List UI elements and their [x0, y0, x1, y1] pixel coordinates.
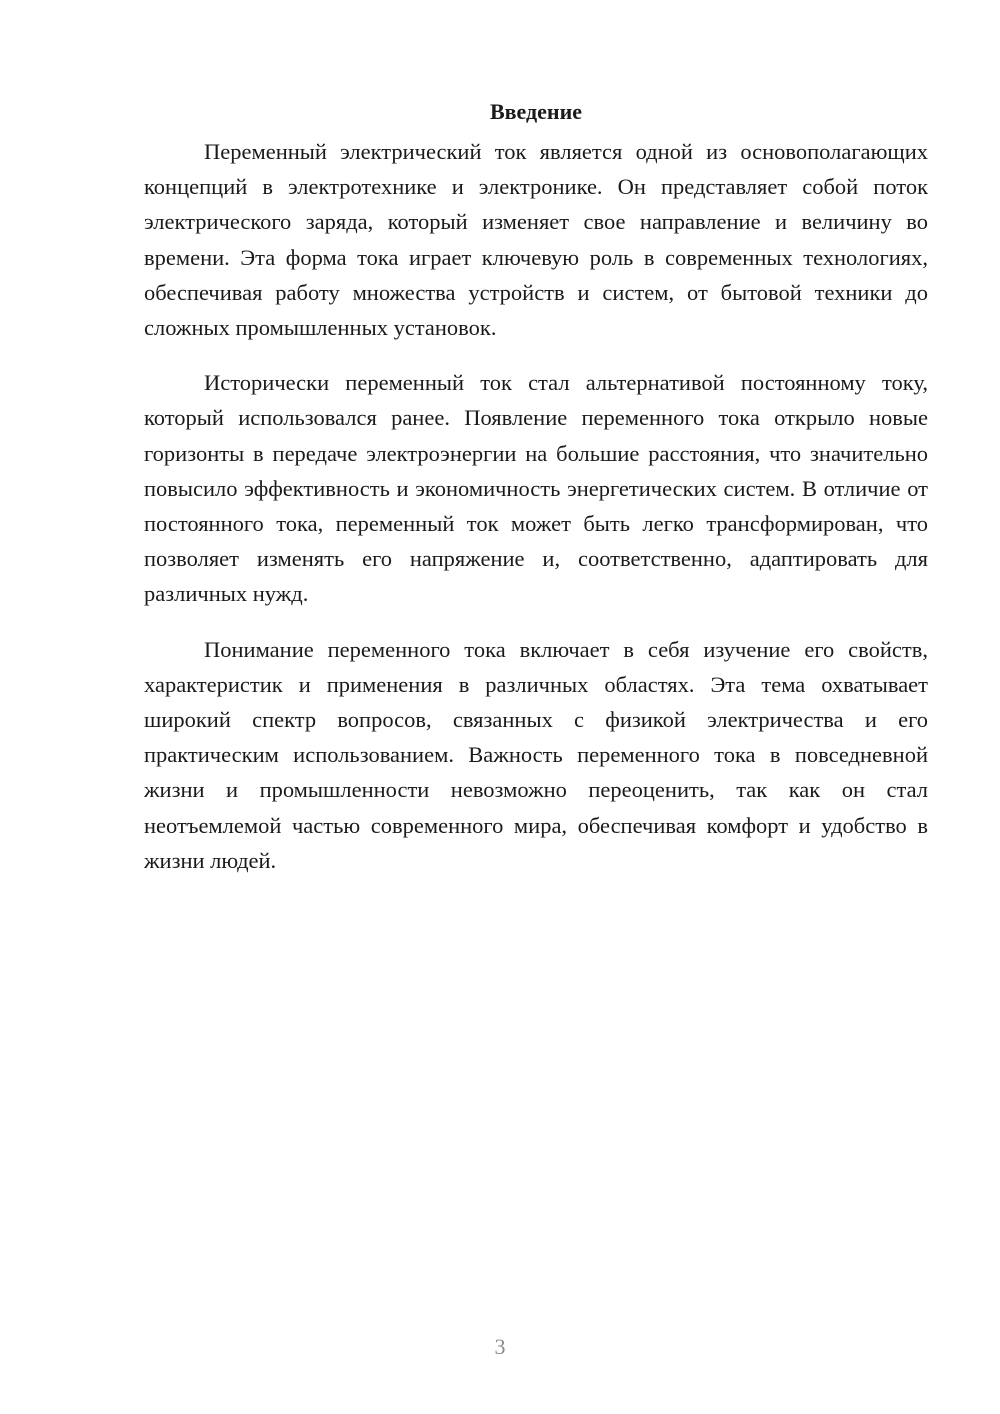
page-number: 3 [494, 1334, 506, 1359]
paragraph-1: Переменный электрический ток является одной из основополагающих концепций в электротехнике и электронике. Он представляет собой поток электрического заряда, который изменяет свое направление и величину во времени. Эта форма тока играет ключевую роль в современных технологиях, обеспечивая работу множества устройств и систем, от бытовой техники до сложных промышленных установок. [144, 139, 928, 341]
page-content [144, 94, 928, 898]
paragraph-3: Понимание переменного тока включает в себя изучение его свойств, характеристик и применения в различных областях. Эта тема охватывает широкий спектр вопросов, связанных с физикой электричества и его практическим использованием. Важность переменного тока в повседневной жизни и промышленности невозможно переоценить, так как он стал неотъемлемой частью современного мира, обеспечивая комфорт и удобство в жизни людей. [144, 636, 928, 873]
paragraph-2: Исторически переменный ток стал альтернативой постоянному току, который использовался ранее. Появление переменного тока открыло новые горизонты в передаче электроэнергии на большие расстояния, что значительно повысило эффективность и экономичность энергетических систем. В отличие от постоянного тока, переменный ток может быть легко трансформирован, что позволяет изменять его напряжение и, соответственно, адаптировать для различных нужд. [144, 370, 928, 607]
section-title: Введение [489, 99, 583, 124]
